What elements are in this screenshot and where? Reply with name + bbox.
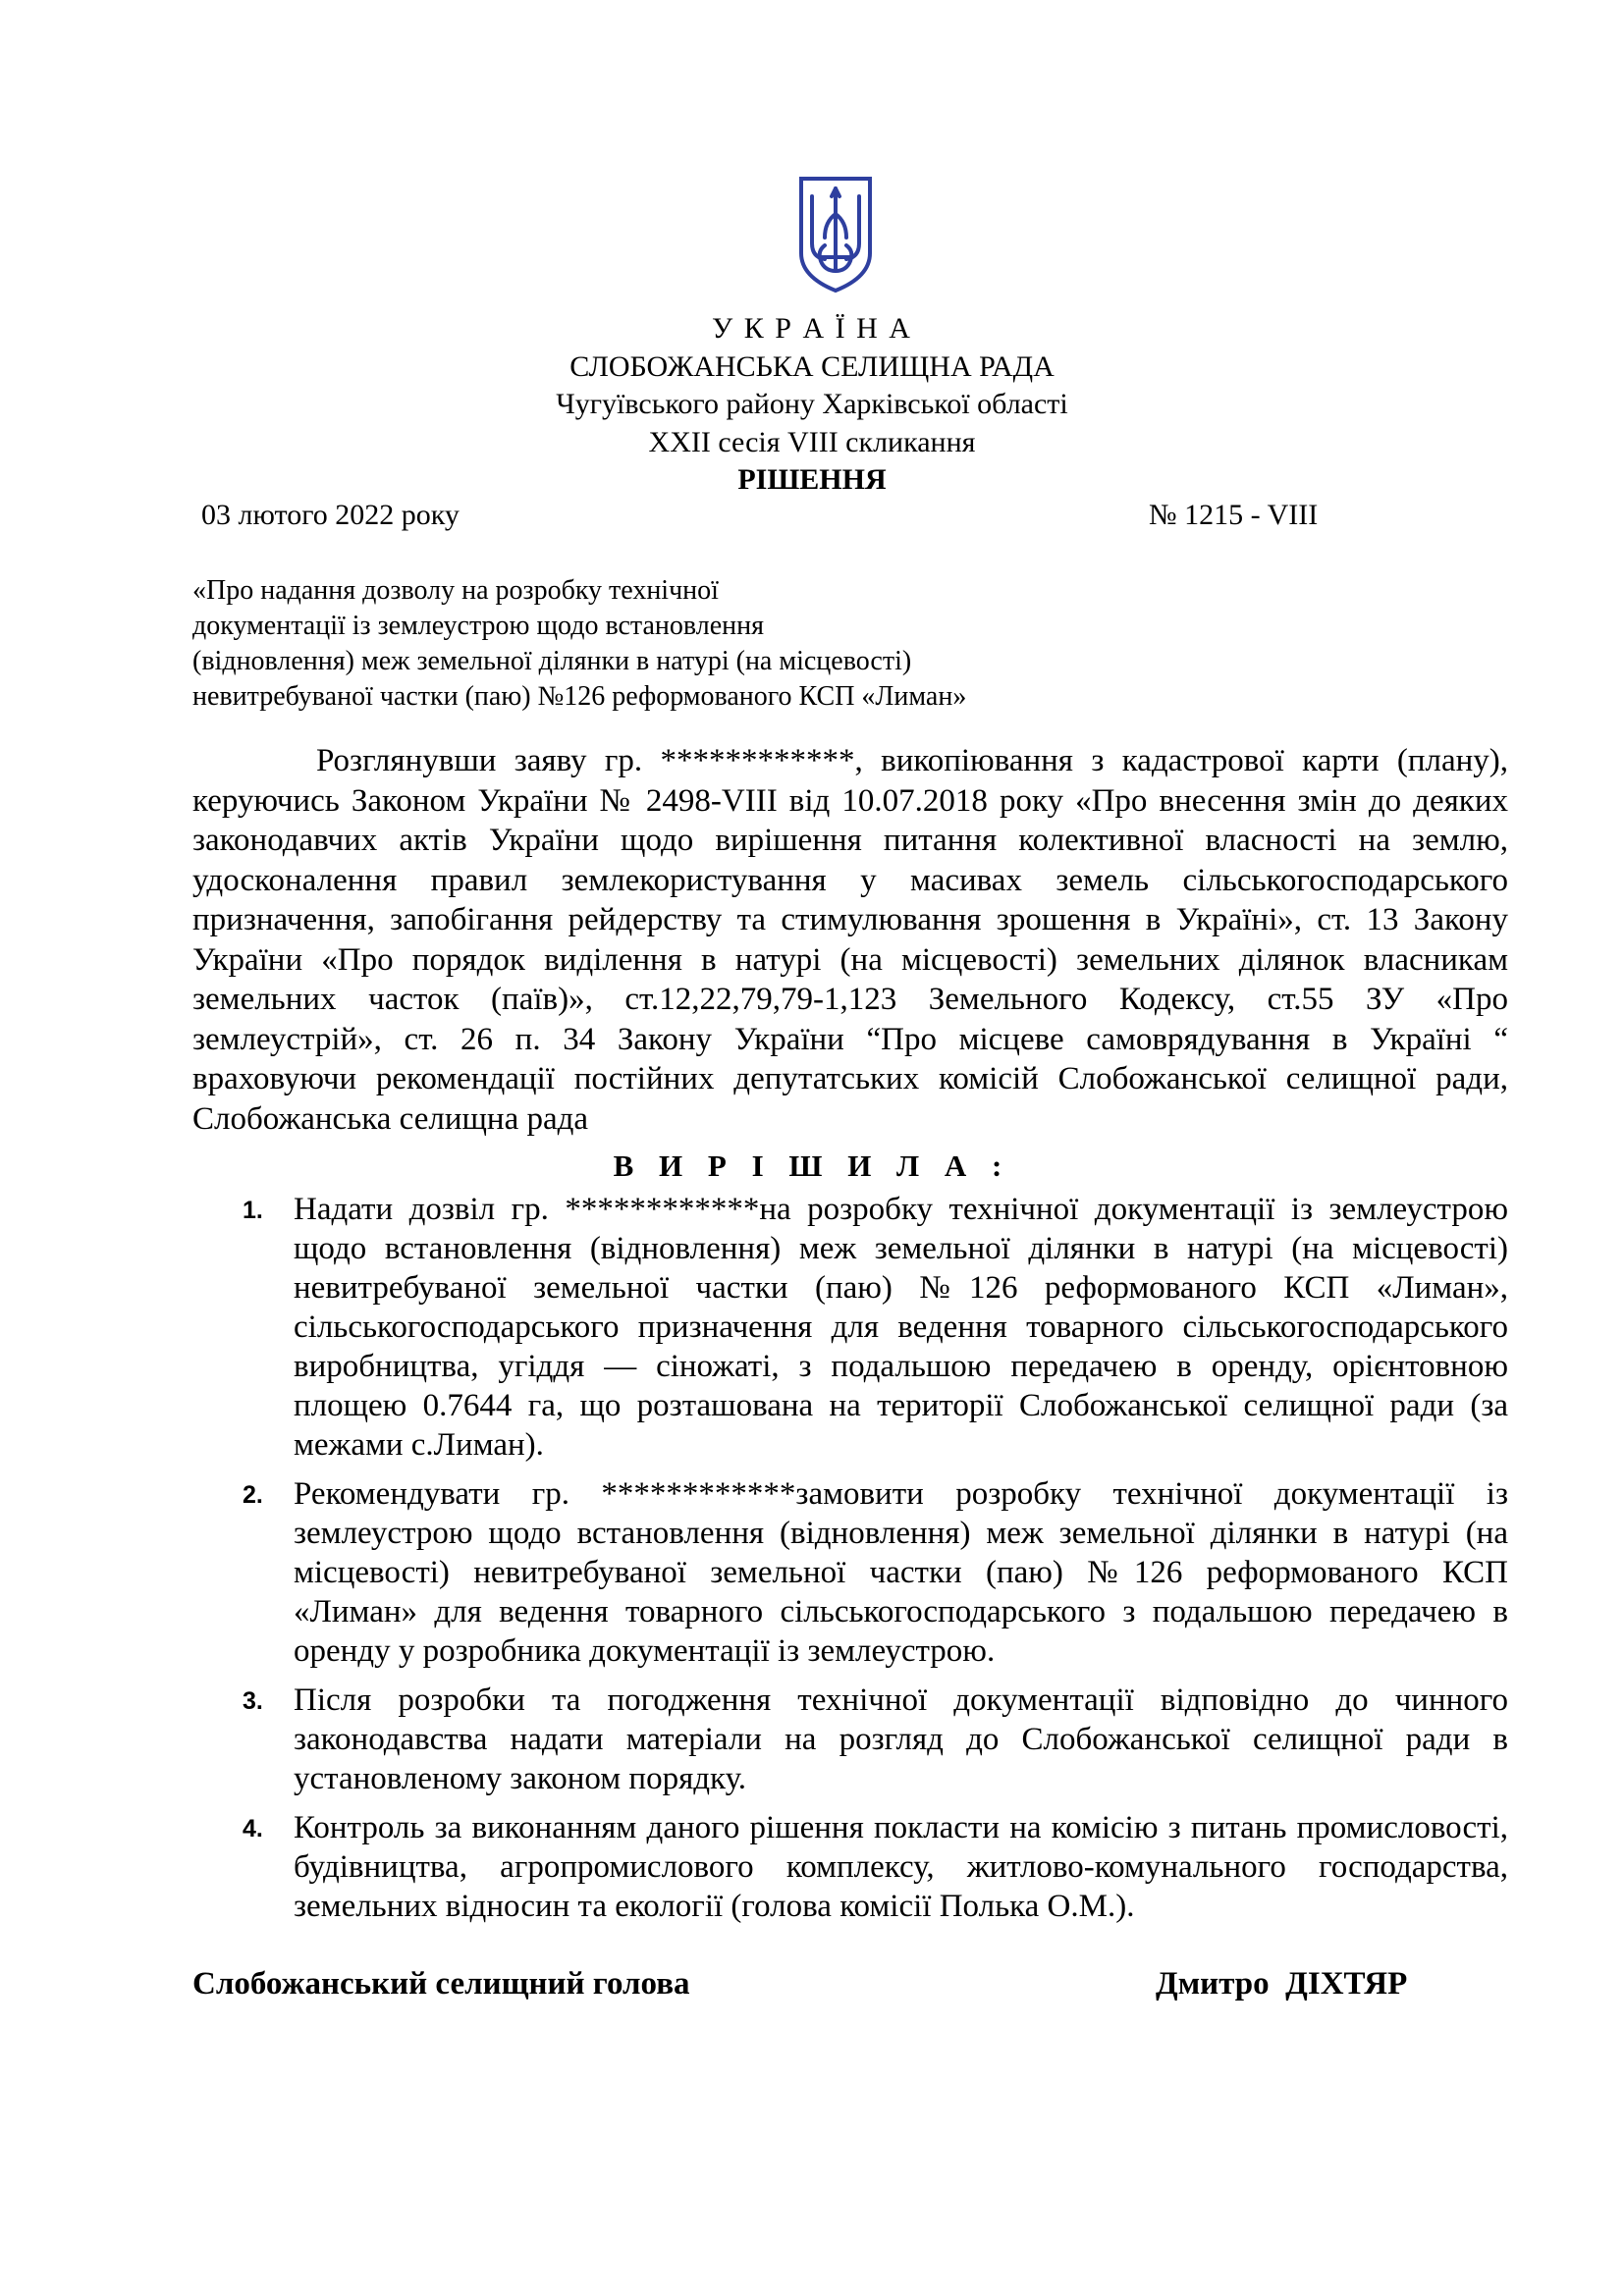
item-number: 2. [243, 1481, 263, 1509]
decision-item [192, 1808, 1508, 1926]
signatory-title: Слобожанський селищний голова [192, 1966, 690, 2002]
decision-subject [192, 573, 1076, 715]
district-line: Чугуївського району Харківської області [556, 388, 1068, 420]
coat-of-arms-icon [795, 175, 876, 294]
item-number: 4. [243, 1815, 263, 1842]
signatory-name: Дмитро ДІХТЯР [1156, 1966, 1408, 2002]
country-title: У К Р А Ї Н А [712, 312, 912, 345]
decision-items [192, 1190, 1508, 1936]
subject-line: «Про надання дозволу на розробку технічної [192, 575, 719, 606]
preamble-text: Розглянувши заяву гр. ************, викопіювання з кадастрової карти (плану), керуючись Законом України № 2498-VIII від 10.07.2018 року «Про внесення змін до деяких законодавчих актів України щодо вирішення питання колективної власності на землю, удосконалення правил землекористування у масивах земель сільськогосподарського призначення, запобігання рейдерству та стимулювання зрошення в Україні», ст. 13 Закону України «Про порядок виділення в натурі (на місцевості) земельних ділянок власникам земельних часток (паїв)», ст.12,22,79,79-1,123 Земельного Кодексу, ст.55 ЗУ «Про землеустрій», ст. 26 п. 34 Закону України “Про місцеве самоврядування в Україні “ враховуючи рекомендації постійних депутатських комісій Слобожанської селищної ради, Слобожанська селищна рада [192, 743, 1508, 1137]
preamble [192, 741, 1508, 1139]
subject-line: невитребуваної частки (паю) №126 реформованого КСП «Лиман» [192, 681, 967, 712]
decision-number: № 1215 - VIII [1149, 499, 1319, 531]
item-text: Після розробки та погодження технічної документації відповідно до чинного законодавства надати матеріали на розгляд до Слобожанської селищної ради в установленому законом порядку. [294, 1682, 1508, 1796]
decision-item [192, 1474, 1508, 1671]
decided-heading: В И Р І Ш И Л А : [613, 1148, 1011, 1183]
subject-line: документації із землеустрою щодо встановлення [192, 611, 765, 641]
decision-item [192, 1190, 1508, 1465]
decision-item [192, 1681, 1508, 1798]
decision-date: 03 лютого 2022 року [201, 499, 460, 531]
item-number: 1. [243, 1197, 263, 1224]
item-number: 3. [243, 1687, 263, 1715]
session-line: XXII сесія VIII скликання [648, 426, 976, 458]
item-text: Контроль за виконанням даного рішення покласти на комісію з питань промисловості, будівництва, агропромислового комплексу, житлово-комунального господарства, земельних відносин та екології (голова комісії Полька О.М.). [294, 1810, 1508, 1924]
subject-line: (відновлення) меж земельної ділянки в натурі (на місцевості) [192, 646, 912, 676]
item-text: Рекомендувати гр. ************замовити розробку технічної документації із землеустрою щодо встановлення (відновлення) меж земельної ділянки в натурі (на місцевості) невитребуваної земельної частки (паю) №126 реформованого КСП «Лиман» для ведення товарного сільськогосподарського з подальшою передачею в оренду у розробника документації із землеустрою. [294, 1476, 1508, 1669]
council-title: СЛОБОЖАНСЬКА СЕЛИЩНА РАДА [569, 350, 1055, 383]
document-type: РІШЕННЯ [737, 463, 887, 496]
item-text: Надати дозвіл гр. ************на розробку технічної документації із землеустрою щодо встановлення (відновлення) меж земельної ділянки в натурі (на місцевості) невитребуваної земельної частки (паю) №126 реформованого КСП «Лиман», сільськогосподарського призначення для ведення товарного сільськогосподарського виробництва, угіддя — сіножаті, з подальшою передачею в оренду, орієнтовною площею 0.7644 га, що розташована на території Слобожанської селищної ради (за межами с.Лиман). [294, 1192, 1508, 1463]
